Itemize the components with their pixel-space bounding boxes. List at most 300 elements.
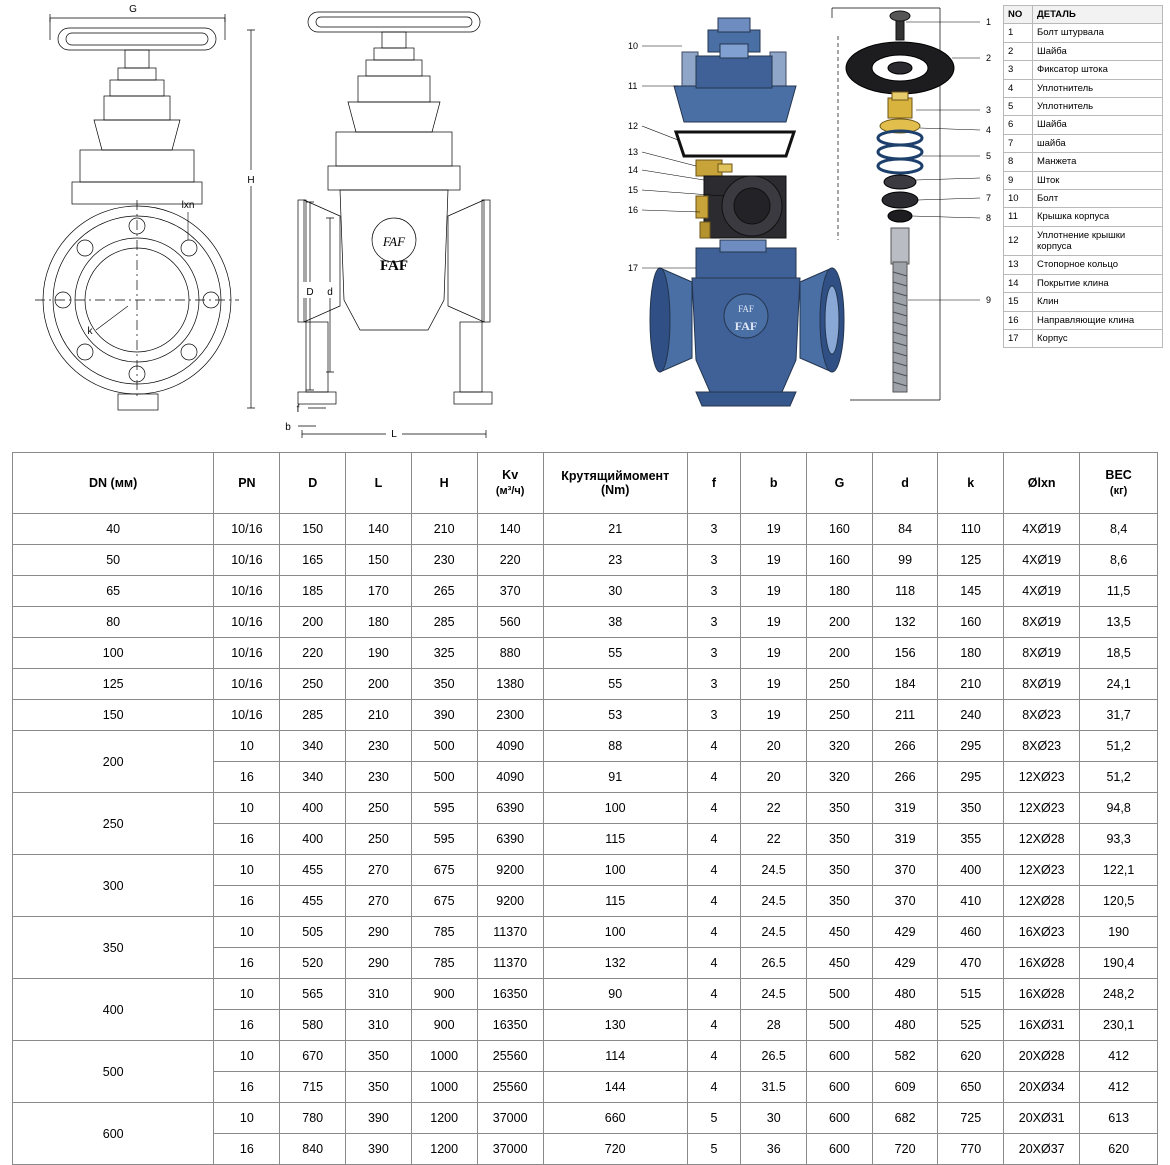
callout-16: 16: [628, 205, 639, 215]
weight-cell: 620: [1080, 1134, 1158, 1165]
torque-cell: 53: [543, 700, 687, 731]
exploded-view-drawing: [600, 0, 1000, 440]
parts-table-row: [1004, 61, 1163, 79]
spec-table-row: [13, 638, 1158, 669]
b-cell: 22: [741, 824, 807, 855]
weight-cell: 8,4: [1080, 514, 1158, 545]
spec-header-kv-label: Kv: [502, 468, 519, 483]
g-cell: 250: [807, 669, 873, 700]
kv-cell: 37000: [477, 1134, 543, 1165]
part-name-cell: Крышка корпуса: [1033, 208, 1163, 226]
parts-table-row: [1004, 256, 1163, 274]
specification-table: [12, 452, 1158, 1165]
spec-table-row: [13, 731, 1158, 762]
part-name-cell: Уплотнитель: [1033, 79, 1163, 97]
svg-text:FAF: FAF: [734, 319, 758, 333]
f-cell: 5: [687, 1134, 741, 1165]
spec-table-row: [13, 700, 1158, 731]
part-number-cell: 4: [1004, 79, 1033, 97]
f-cell: 3: [687, 514, 741, 545]
olxn-cell: 12XØ23: [1004, 762, 1080, 793]
h-cell: 900: [411, 1010, 477, 1041]
pn-cell: 16: [214, 948, 280, 979]
part-number-cell: 10: [1004, 189, 1033, 207]
pn-cell: 16: [214, 762, 280, 793]
f-cell: 3: [687, 700, 741, 731]
spec-header-h: [411, 453, 477, 514]
callout-6: 6: [986, 173, 992, 183]
d-inner-cell: 480: [872, 1010, 938, 1041]
spec-header-kv: [477, 453, 543, 514]
dim-label-L: L: [391, 429, 397, 440]
parts-table-row: [1004, 189, 1163, 207]
l-cell: 180: [346, 607, 412, 638]
f-cell: 4: [687, 886, 741, 917]
d-inner-cell: 132: [872, 607, 938, 638]
parts-list-table: [1003, 5, 1163, 348]
spec-header-d-inner-label: d: [901, 475, 909, 490]
kv-cell: 16350: [477, 979, 543, 1010]
d-inner-cell: 370: [872, 855, 938, 886]
b-cell: 19: [741, 576, 807, 607]
l-cell: 140: [346, 514, 412, 545]
part-number-cell: 12: [1004, 226, 1033, 256]
d-inner-cell: 370: [872, 886, 938, 917]
part-name-cell: Фиксатор штока: [1033, 61, 1163, 79]
spec-header-dn-label: DN (мм): [89, 475, 138, 490]
d-outer-cell: 840: [280, 1134, 346, 1165]
technical-drawings-area: [0, 0, 1170, 440]
callout-14: 14: [628, 165, 639, 175]
part-number-cell: 8: [1004, 153, 1033, 171]
dn-cell: 40: [13, 514, 214, 545]
spec-table-header-row: [13, 453, 1158, 514]
callout-15: 15: [628, 185, 639, 195]
h-cell: 900: [411, 979, 477, 1010]
part-number-cell: 5: [1004, 97, 1033, 115]
g-cell: 250: [807, 700, 873, 731]
d-outer-cell: 400: [280, 824, 346, 855]
pn-cell: 10: [214, 1103, 280, 1134]
spec-header-olxn: [1004, 453, 1080, 514]
f-cell: 4: [687, 1041, 741, 1072]
f-cell: 4: [687, 762, 741, 793]
spec-header-k-label: k: [967, 475, 975, 490]
part-number-cell: 15: [1004, 293, 1033, 311]
olxn-cell: 20XØ31: [1004, 1103, 1080, 1134]
spec-header-b: [741, 453, 807, 514]
kv-cell: 4090: [477, 762, 543, 793]
g-cell: 180: [807, 576, 873, 607]
k-cell: 355: [938, 824, 1004, 855]
f-cell: 3: [687, 576, 741, 607]
dn-cell: 200: [13, 731, 214, 793]
parts-table-row: [1004, 311, 1163, 329]
g-cell: 600: [807, 1103, 873, 1134]
part-number-cell: 13: [1004, 256, 1033, 274]
pn-cell: 10: [214, 979, 280, 1010]
h-cell: 785: [411, 948, 477, 979]
part-number-cell: 7: [1004, 134, 1033, 152]
pn-cell: 16: [214, 1072, 280, 1103]
g-cell: 500: [807, 1010, 873, 1041]
g-cell: 350: [807, 855, 873, 886]
pn-cell: 10/16: [214, 669, 280, 700]
b-cell: 19: [741, 700, 807, 731]
spec-header-weight-unit: (кг): [1109, 484, 1128, 497]
pn-cell: 16: [214, 886, 280, 917]
dim-label-D: D: [306, 287, 314, 298]
olxn-cell: 8XØ23: [1004, 700, 1080, 731]
b-cell: 20: [741, 731, 807, 762]
torque-cell: 100: [543, 917, 687, 948]
kv-cell: 6390: [477, 793, 543, 824]
weight-cell: 24,1: [1080, 669, 1158, 700]
f-cell: 4: [687, 917, 741, 948]
kv-cell: 2300: [477, 700, 543, 731]
h-cell: 210: [411, 514, 477, 545]
dim-label-G: G: [129, 4, 137, 15]
b-cell: 19: [741, 638, 807, 669]
d-inner-cell: 582: [872, 1041, 938, 1072]
torque-cell: 30: [543, 576, 687, 607]
part-number-cell: 11: [1004, 208, 1033, 226]
front-view-drawing: [10, 0, 260, 440]
brand-mark-faf-exploded: FAF: [738, 304, 754, 314]
h-cell: 1000: [411, 1072, 477, 1103]
weight-cell: 613: [1080, 1103, 1158, 1134]
k-cell: 650: [938, 1072, 1004, 1103]
h-cell: 595: [411, 793, 477, 824]
spec-header-d-inner: [872, 453, 938, 514]
h-cell: 675: [411, 855, 477, 886]
d-outer-cell: 670: [280, 1041, 346, 1072]
part-name-cell: Уплотнение крышки корпуса: [1033, 226, 1163, 256]
weight-cell: 31,7: [1080, 700, 1158, 731]
kv-cell: 25560: [477, 1072, 543, 1103]
part-number-cell: 1: [1004, 24, 1033, 42]
k-cell: 770: [938, 1134, 1004, 1165]
pn-cell: 10/16: [214, 607, 280, 638]
d-outer-cell: 185: [280, 576, 346, 607]
b-cell: 22: [741, 793, 807, 824]
k-cell: 240: [938, 700, 1004, 731]
part-number-cell: 6: [1004, 116, 1033, 134]
parts-table-row: [1004, 24, 1163, 42]
svg-text:FAF: FAF: [379, 258, 409, 274]
parts-table-row: [1004, 274, 1163, 292]
weight-cell: 51,2: [1080, 762, 1158, 793]
d-outer-cell: 340: [280, 731, 346, 762]
kv-cell: 6390: [477, 824, 543, 855]
part-name-cell: Направляющие клина: [1033, 311, 1163, 329]
dim-label-H: H: [247, 175, 255, 186]
weight-cell: 248,2: [1080, 979, 1158, 1010]
pn-cell: 16: [214, 824, 280, 855]
dim-label-d: d: [327, 287, 333, 298]
callout-5: 5: [986, 151, 992, 161]
torque-cell: 660: [543, 1103, 687, 1134]
d-inner-cell: 211: [872, 700, 938, 731]
kv-cell: 37000: [477, 1103, 543, 1134]
torque-cell: 115: [543, 824, 687, 855]
f-cell: 3: [687, 607, 741, 638]
d-outer-cell: 250: [280, 669, 346, 700]
d-inner-cell: 156: [872, 638, 938, 669]
olxn-cell: 8XØ23: [1004, 731, 1080, 762]
d-outer-cell: 520: [280, 948, 346, 979]
b-cell: 19: [741, 514, 807, 545]
d-outer-cell: 455: [280, 886, 346, 917]
h-cell: 500: [411, 762, 477, 793]
b-cell: 30: [741, 1103, 807, 1134]
part-name-cell: Манжета: [1033, 153, 1163, 171]
dn-cell: 600: [13, 1103, 214, 1165]
k-cell: 110: [938, 514, 1004, 545]
g-cell: 200: [807, 638, 873, 669]
spec-header-weight: [1080, 453, 1158, 514]
f-cell: 4: [687, 979, 741, 1010]
d-outer-cell: 340: [280, 762, 346, 793]
k-cell: 350: [938, 793, 1004, 824]
weight-cell: 8,6: [1080, 545, 1158, 576]
kv-cell: 370: [477, 576, 543, 607]
h-cell: 285: [411, 607, 477, 638]
part-number-cell: 9: [1004, 171, 1033, 189]
b-cell: 24.5: [741, 855, 807, 886]
torque-cell: 100: [543, 793, 687, 824]
pn-cell: 10/16: [214, 700, 280, 731]
d-inner-cell: 429: [872, 948, 938, 979]
h-cell: 785: [411, 917, 477, 948]
d-inner-cell: 184: [872, 669, 938, 700]
b-cell: 28: [741, 1010, 807, 1041]
h-cell: 325: [411, 638, 477, 669]
dn-cell: 400: [13, 979, 214, 1041]
b-cell: 24.5: [741, 886, 807, 917]
f-cell: 4: [687, 1072, 741, 1103]
callout-9: 9: [986, 295, 992, 305]
callout-10: 10: [628, 41, 639, 51]
part-name-cell: Покрытие клина: [1033, 274, 1163, 292]
dim-label-b: b: [285, 422, 291, 433]
pn-cell: 10/16: [214, 514, 280, 545]
spec-header-olxn-label: Ølxn: [1027, 475, 1056, 490]
d-inner-cell: 319: [872, 824, 938, 855]
pn-cell: 16: [214, 1134, 280, 1165]
h-cell: 1200: [411, 1134, 477, 1165]
h-cell: 675: [411, 886, 477, 917]
part-name-cell: Шайба: [1033, 42, 1163, 60]
parts-table-row: [1004, 153, 1163, 171]
spec-table-row: [13, 917, 1158, 948]
spec-table-row: [13, 545, 1158, 576]
torque-cell: 115: [543, 886, 687, 917]
callout-11: 11: [628, 81, 638, 91]
h-cell: 265: [411, 576, 477, 607]
d-outer-cell: 165: [280, 545, 346, 576]
callout-13: 13: [628, 147, 639, 157]
part-name-cell: Шток: [1033, 171, 1163, 189]
weight-cell: 11,5: [1080, 576, 1158, 607]
l-cell: 350: [346, 1041, 412, 1072]
weight-cell: 412: [1080, 1041, 1158, 1072]
kv-cell: 560: [477, 607, 543, 638]
l-cell: 230: [346, 731, 412, 762]
dn-cell: 80: [13, 607, 214, 638]
part-name-cell: Уплотнитель: [1033, 97, 1163, 115]
spec-table-row: [13, 607, 1158, 638]
pn-cell: 16: [214, 1010, 280, 1041]
d-outer-cell: 285: [280, 700, 346, 731]
g-cell: 500: [807, 979, 873, 1010]
g-cell: 600: [807, 1072, 873, 1103]
part-name-cell: Болт: [1033, 189, 1163, 207]
kv-cell: 220: [477, 545, 543, 576]
k-cell: 180: [938, 638, 1004, 669]
f-cell: 3: [687, 638, 741, 669]
f-cell: 4: [687, 855, 741, 886]
d-outer-cell: 200: [280, 607, 346, 638]
torque-cell: 23: [543, 545, 687, 576]
weight-cell: 120,5: [1080, 886, 1158, 917]
h-cell: 595: [411, 824, 477, 855]
f-cell: 4: [687, 948, 741, 979]
spec-header-torque: [543, 453, 687, 514]
spec-header-l: [346, 453, 412, 514]
parts-table-row: [1004, 79, 1163, 97]
l-cell: 150: [346, 545, 412, 576]
callout-2: 2: [986, 53, 992, 63]
g-cell: 200: [807, 607, 873, 638]
kv-cell: 880: [477, 638, 543, 669]
k-cell: 125: [938, 545, 1004, 576]
f-cell: 4: [687, 824, 741, 855]
parts-table-row: [1004, 208, 1163, 226]
dn-cell: 300: [13, 855, 214, 917]
specification-table-wrapper: [12, 452, 1158, 1165]
parts-table-row: [1004, 330, 1163, 348]
spec-header-g: [807, 453, 873, 514]
spec-header-torque-label: Крутящиймомент: [561, 468, 670, 483]
parts-header-no: NO: [1004, 6, 1033, 24]
part-name-cell: Стопорное кольцо: [1033, 256, 1163, 274]
torque-cell: 88: [543, 731, 687, 762]
g-cell: 350: [807, 824, 873, 855]
parts-table-row: [1004, 226, 1163, 256]
olxn-cell: 20XØ37: [1004, 1134, 1080, 1165]
torque-cell: 55: [543, 669, 687, 700]
l-cell: 210: [346, 700, 412, 731]
h-cell: 1200: [411, 1103, 477, 1134]
kv-cell: 140: [477, 514, 543, 545]
d-outer-cell: 400: [280, 793, 346, 824]
d-inner-cell: 319: [872, 793, 938, 824]
d-outer-cell: 715: [280, 1072, 346, 1103]
spec-header-k: [938, 453, 1004, 514]
olxn-cell: 12XØ28: [1004, 824, 1080, 855]
l-cell: 200: [346, 669, 412, 700]
spec-table-row: [13, 793, 1158, 824]
callout-12: 12: [628, 121, 639, 131]
spec-header-dn: [13, 453, 214, 514]
f-cell: 3: [687, 669, 741, 700]
parts-table-header-row: [1004, 6, 1163, 24]
h-cell: 390: [411, 700, 477, 731]
g-cell: 600: [807, 1134, 873, 1165]
weight-cell: 190: [1080, 917, 1158, 948]
olxn-cell: 16XØ31: [1004, 1010, 1080, 1041]
spec-table-row: [13, 1103, 1158, 1134]
h-cell: 1000: [411, 1041, 477, 1072]
brand-mark-faf: FAF: [382, 234, 406, 249]
d-outer-cell: 565: [280, 979, 346, 1010]
part-name-cell: Корпус: [1033, 330, 1163, 348]
d-inner-cell: 99: [872, 545, 938, 576]
spec-table-row: [13, 979, 1158, 1010]
spec-table-row: [13, 669, 1158, 700]
l-cell: 190: [346, 638, 412, 669]
olxn-cell: 20XØ28: [1004, 1041, 1080, 1072]
pn-cell: 10: [214, 793, 280, 824]
dn-cell: 125: [13, 669, 214, 700]
parts-table-row: [1004, 116, 1163, 134]
d-inner-cell: 266: [872, 731, 938, 762]
g-cell: 320: [807, 762, 873, 793]
weight-cell: 412: [1080, 1072, 1158, 1103]
b-cell: 20: [741, 762, 807, 793]
callout-1: 1: [986, 17, 992, 27]
olxn-cell: 16XØ28: [1004, 948, 1080, 979]
spec-header-g-label: G: [834, 475, 845, 490]
g-cell: 320: [807, 731, 873, 762]
l-cell: 310: [346, 1010, 412, 1041]
weight-cell: 190,4: [1080, 948, 1158, 979]
l-cell: 270: [346, 855, 412, 886]
kv-cell: 16350: [477, 1010, 543, 1041]
olxn-cell: 16XØ23: [1004, 917, 1080, 948]
g-cell: 160: [807, 545, 873, 576]
g-cell: 350: [807, 793, 873, 824]
kv-cell: 9200: [477, 886, 543, 917]
b-cell: 19: [741, 545, 807, 576]
dn-cell: 100: [13, 638, 214, 669]
g-cell: 450: [807, 917, 873, 948]
h-cell: 350: [411, 669, 477, 700]
pn-cell: 10: [214, 1041, 280, 1072]
spec-header-pn-label: PN: [238, 475, 256, 490]
f-cell: 4: [687, 1010, 741, 1041]
k-cell: 525: [938, 1010, 1004, 1041]
torque-cell: 132: [543, 948, 687, 979]
l-cell: 230: [346, 762, 412, 793]
kv-cell: 25560: [477, 1041, 543, 1072]
h-cell: 230: [411, 545, 477, 576]
spec-table-row: [13, 1041, 1158, 1072]
pn-cell: 10: [214, 855, 280, 886]
d-inner-cell: 720: [872, 1134, 938, 1165]
b-cell: 19: [741, 669, 807, 700]
weight-cell: 94,8: [1080, 793, 1158, 824]
side-view-drawing: [268, 0, 518, 440]
part-name-cell: Шайба: [1033, 116, 1163, 134]
part-name-cell: шайба: [1033, 134, 1163, 152]
spec-table-row: [13, 514, 1158, 545]
parts-table-row: [1004, 293, 1163, 311]
g-cell: 450: [807, 948, 873, 979]
part-name-cell: Болт штурвала: [1033, 24, 1163, 42]
g-cell: 350: [807, 886, 873, 917]
